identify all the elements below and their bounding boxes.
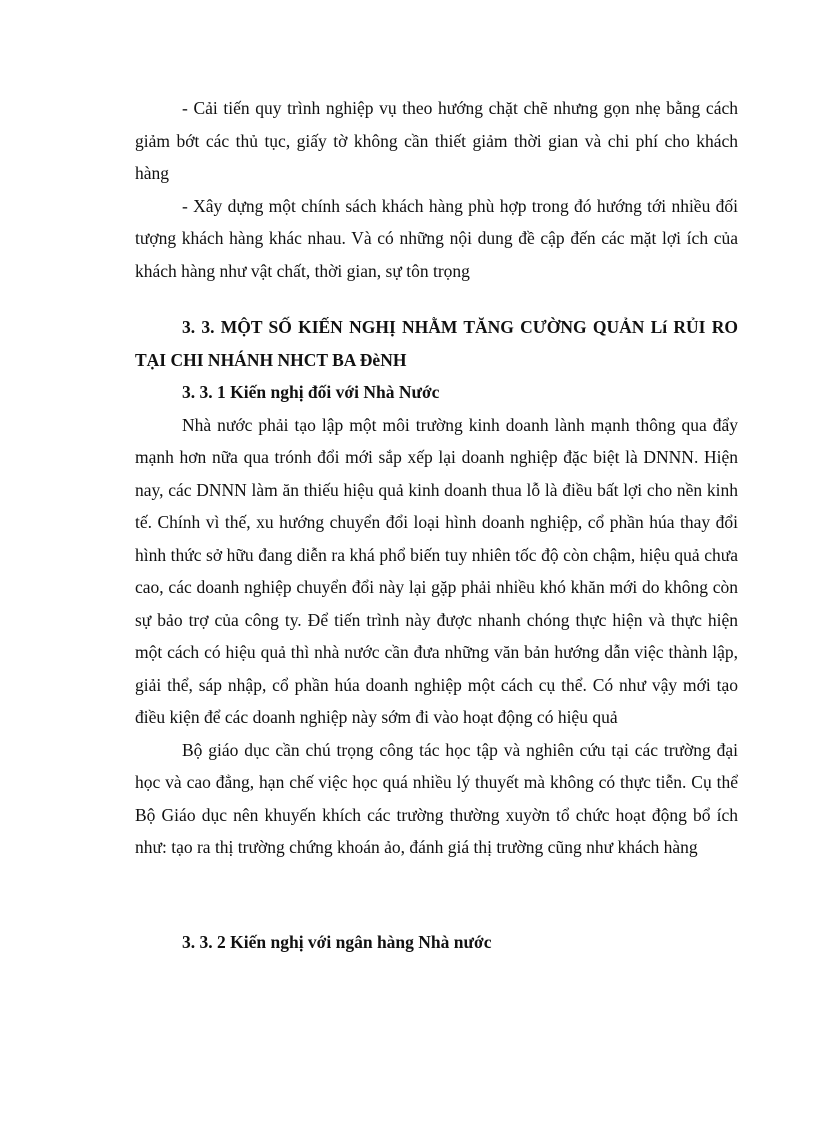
page-content [135,92,738,958]
section-heading: 3. 3. MỘT SỐ KIẾN NGHỊ NHẰM TĂNG CƯỜNG QUẢN Lí RỦI RO TẠI CHI NHÁNH NHCT BA ĐèNH [135,317,738,370]
subsection-1-paragraph-2: Bộ giáo dục cần chú trọng công tác học tập và nghiên cứu tại các trường đại học và cao đẳng, hạn chế việc học quá nhiều lý thuyết mà không có thực tiễn. Cụ thể Bộ Giáo dục nên khuyến khích các trường thường xuyờn tổ chức hoạt động bổ ích như: tạo ra thị trường chứng khoán ảo, đánh giá thị trường cũng như khách hàng [135,739,738,857]
bullet-paragraph-1: - Cải tiến quy trình nghiệp vụ theo hướng chặt chẽ nhưng gọn nhẹ bằng cách giảm bớt các thủ tục, giấy tờ không cần thiết giảm thời gian và chi phí cho khách hàng [135,98,738,183]
subsection-1-title: 3. 3. 1 Kiến nghị đối với Nhà Nước [182,382,440,402]
bullet-paragraph-2: - Xây dựng một chính sách khách hàng phù hợp trong đó hướng tới nhiều đối tượng khách hàng khác nhau. Và có những nội dung đề cập đến các mặt lợi ích của khách hàng như vật chất, thời gian, sự tôn trọng [135,195,738,281]
subsection-2-title: 3. 3. 2 Kiến nghị với ngân hàng Nhà nước [182,931,492,952]
subsection-1-paragraph-1: Nhà nước phải tạo lập một môi trường kinh doanh lành mạnh thông qua đẩy mạnh hơn nữa qua trónh đổi mới sắp xếp lại doanh nghiệp đặc biệt là DNNN. Hiện nay, các DNNN làm ăn thiếu hiệu quả kinh doanh thua lỗ là điều bất lợi cho nền kinh tế. Chính vì thế, xu hướng chuyển đổi loại hình doanh nghiệp, cổ phần húa thay đổi hình thức sở hữu đang diễn ra khá phổ biến tuy nhiên tốc độ còn chậm, hiệu quả chưa cao, các doanh nghiệp chuyển đổi này lại gặp phải nhiều khó khăn mới do không còn sự bảo trợ của công ty. Để tiến trình này được nhanh chóng thực hiện và thực hiện một cách có hiệu quả thì nhà nước cần đưa những văn bản hướng dẫn việc thành lập, giải thể, sáp nhập, cổ phần húa doanh nghiệp một cách cụ thể. Có như vậy mới tạo điều kiện để các doanh nghiệp này sớm đi vào hoạt động có hiệu quả [135,414,738,727]
